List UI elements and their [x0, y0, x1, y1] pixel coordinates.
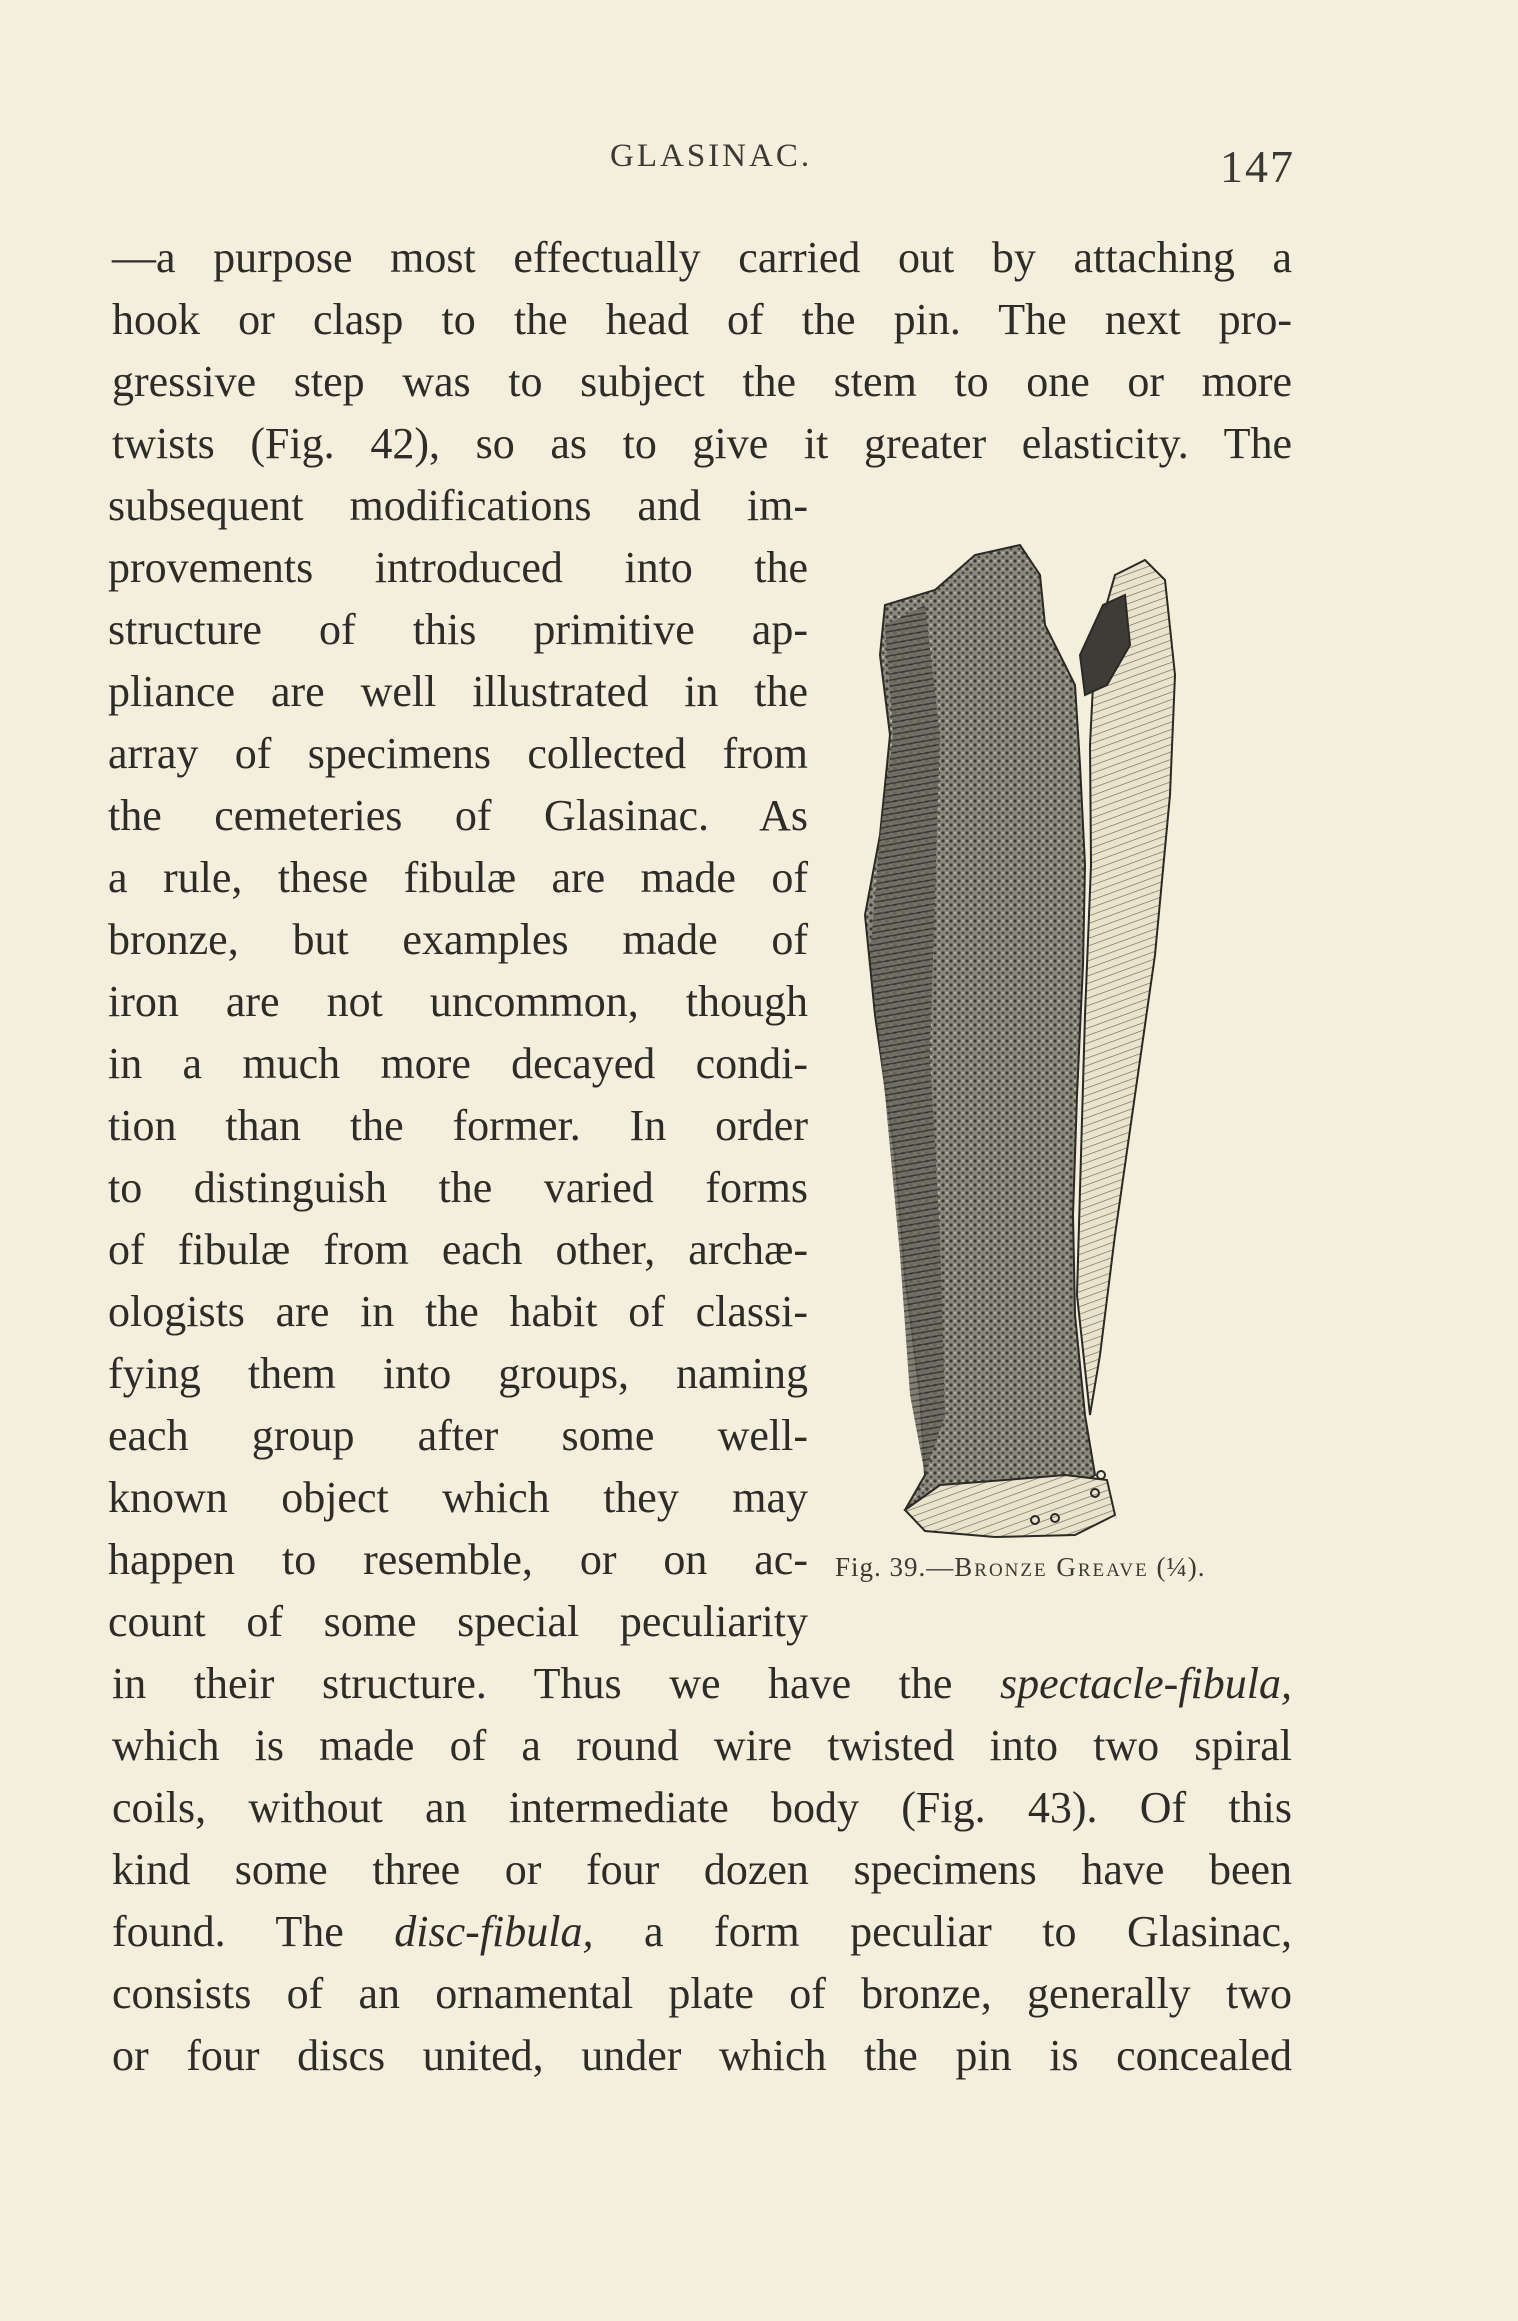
text-line: hook or clasp to the head of the pin. The next pro- — [112, 295, 1292, 344]
caption-prefix: Fig. 39.— — [835, 1552, 955, 1582]
text-line: to distinguish the varied forms — [108, 1163, 808, 1212]
text-line: of fibulæ from each other, archæ- — [108, 1225, 808, 1274]
running-head: GLASINAC. — [610, 138, 813, 174]
text-line: ologists are in the habit of classi- — [108, 1287, 808, 1336]
caption-scale: (¼). — [1156, 1552, 1206, 1582]
text-line: array of specimens collected from — [108, 729, 808, 778]
text-line — [112, 1654, 1292, 1714]
rivet-hole — [1097, 1471, 1105, 1479]
text-line: happen to resemble, or on ac- — [108, 1535, 808, 1584]
text-line: —a purpose most effectually carried out by attaching a — [112, 233, 1292, 282]
text-line: coils, without an intermediate body (Fig. 43). Of this — [112, 1783, 1292, 1832]
text-line: count of some special peculiarity — [108, 1597, 808, 1646]
text-line — [112, 1902, 1292, 1962]
text-line: iron are not uncommon, though — [108, 977, 808, 1026]
text-line: bronze, but examples made of — [108, 915, 808, 964]
text-line: fying them into groups, naming — [108, 1349, 808, 1398]
page-number: 147 — [1220, 141, 1295, 192]
text-line: gressive step was to subject the stem to one or more — [112, 357, 1292, 406]
text-line: each group after some well- — [108, 1411, 808, 1460]
text-line: in a much more decayed condi- — [108, 1039, 808, 1088]
greave-illustration — [845, 535, 1275, 1545]
figure-bronze-greave — [845, 535, 1275, 1545]
text-line: structure of this primitive ap- — [108, 605, 808, 654]
text-line: known object which they may — [108, 1473, 808, 1522]
text-line: tion than the former. In order — [108, 1101, 808, 1150]
text-line: which is made of a round wire twisted into two spiral — [112, 1721, 1292, 1770]
italic-term: disc-fibula, — [394, 1907, 594, 1956]
text-run: a form peculiar to Glasinac, — [593, 1907, 1292, 1956]
text-line: kind some three or four dozen specimens have been — [112, 1845, 1292, 1894]
text-line: consists of an ornamental plate of bronze, generally two — [112, 1969, 1292, 2018]
text-run: found. The — [112, 1907, 395, 1956]
caption-title: Bronze Greave — [954, 1552, 1149, 1582]
text-line: a rule, these fibulæ are made of — [108, 853, 808, 902]
text-line: twists (Fig. 42), so as to give it greater elasticity. The — [112, 419, 1292, 468]
text-line: or four discs united, under which the pin is concealed — [112, 2031, 1292, 2080]
figure-caption — [835, 1552, 1205, 1583]
text-line: provements introduced into the — [108, 543, 808, 592]
text-line: the cemeteries of Glasinac. As — [108, 791, 808, 840]
italic-term: spectacle-fibula, — [999, 1659, 1292, 1708]
text-line: subsequent modifications and im- — [108, 481, 808, 530]
text-line: pliance are well illustrated in the — [108, 667, 808, 716]
text-run: in their structure. Thus we have the — [112, 1659, 1000, 1708]
